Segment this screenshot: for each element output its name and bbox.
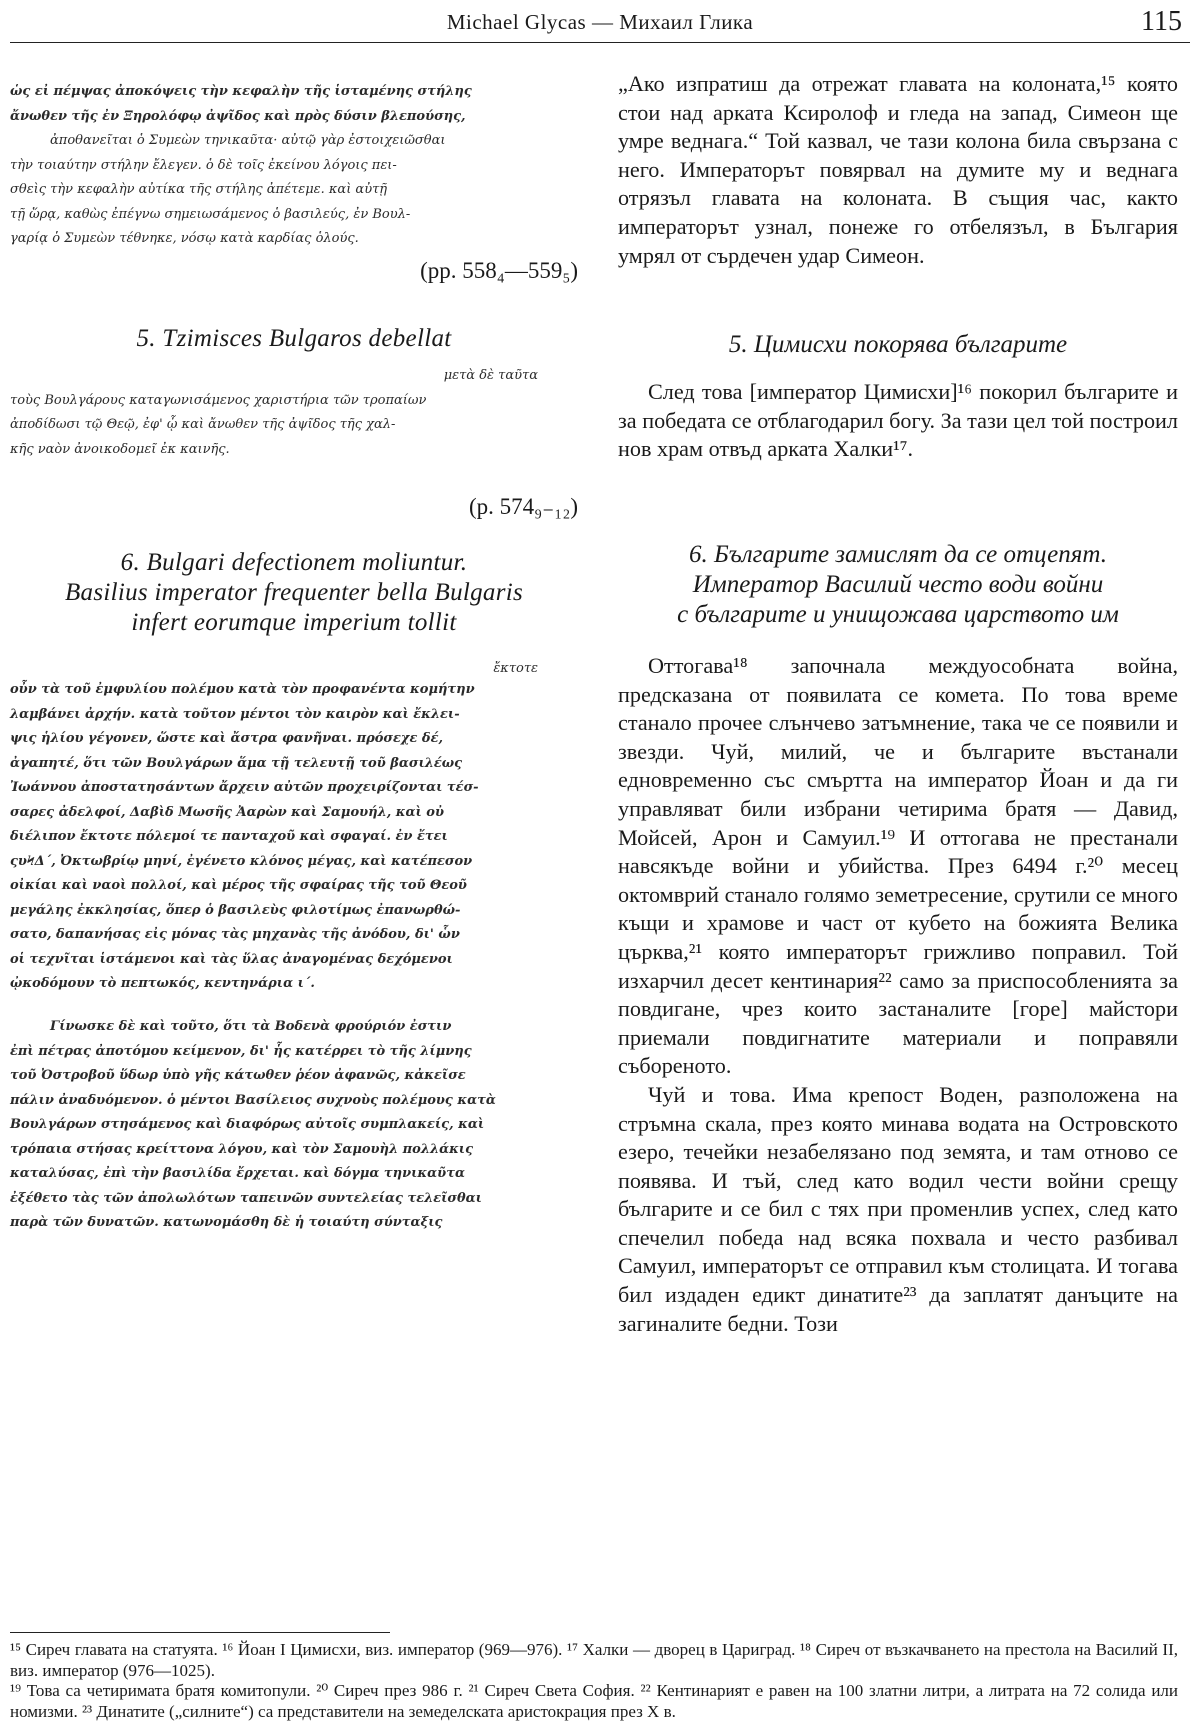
translation-passage-3 [618, 652, 1178, 1338]
greek-passage-4 [10, 1015, 578, 1236]
translation-paragraph: Оттогава¹⁸ започнала междуособната война, предсказана от появилата се комета. По това време станало прочее слънчево затъмнение, така че се появили и звезди. Чуй, милий, че и българите въстанали едновременно със смъртта на император Йоан и да ги управляват били избрани четирима братя — Давид, Мойсей, Арон и Самуил.¹⁹ И оттогава не престанали навсякъде войни и убийства. През 6494 г.²⁰ месец октомврий станало голямо земетресение, срутили се много къщи и храмове и част от кубето на божията Велика църква,²¹ която императорът грижливо поправил. Той изхарчил десет кентинария²² само за приспособленията за повдигане, чрез които застаналите [горе] майстори приемали повдигнатите материали и поправяли събореното. [618, 653, 1178, 1079]
translation-passage-1 [618, 70, 1178, 270]
greek-line: ἐπὶ πέτρας ἀποτόμου κείμενον, δι' ἧς κατέρρει τὸ τῆς λίμνης [10, 1043, 472, 1059]
greek-line: κῆς ναὸν ἀνοικοδομεῖ ἐκ καινῆς. [10, 441, 230, 457]
greek-line: σθεὶς τὴν κεφαλὴν αὐτίκα τῆς στήλης ἀπέτεμε. καὶ αὐτῇ [10, 182, 388, 197]
section-title-bulgarian: 6. Българите замислят да се отцепят. Император Василий често води войни с българите и унищожава царството им [677, 541, 1119, 628]
translation-passage-2 [618, 378, 1178, 464]
greek-line: ψις ἡλίου γέγονεν, ὥστε καὶ ἄστρα φανῆναι. πρόσεχε δέ, [10, 731, 443, 746]
greek-line: τῇ ὥρᾳ, καθὼς ἐπέγνω σημειωσάμενος ὁ βασιλεύς, ἐν Βουλ- [10, 206, 411, 222]
footnote-line: ¹⁵ Сиреч главата на статуята. ¹⁶ Йоан I Цимисхи, виз. император (969—976). ¹⁷ Халки — дворец в Цариград. ¹⁸ Сиреч от възкачването на престола на Василий II, виз. император (976—1025). [10, 1640, 1178, 1680]
greek-line: πάλιν ἀναδυόμενον. ὁ μέντοι Βασίλειος συχνοὺς πολέμους κατὰ [10, 1092, 496, 1108]
greek-note: ἔκτοτε [493, 661, 538, 676]
section-title-bulgarian: 5. Цимисхи покорява българите [728, 331, 1068, 358]
greek-line: τοῦ Ὀστροβοῦ ὕδωρ ὑπὸ γῆς κάτωθεν ῥέον ἀφανῶς, κἀκεῖσε [10, 1068, 466, 1083]
greek-line: οἰκίαι καὶ ναοὶ πολλοί, καὶ μέρος τῆς σφαίρας τῆς τοῦ Θεοῦ [10, 878, 467, 893]
translation-paragraph: След това [император Цимисхи]¹⁶ покорил българите и за победата се отблагодарил богу. За тази цел той построил нов храм отвъд арката Халки¹⁷. [618, 379, 1178, 462]
greek-line: οὖν τὰ τοῦ ἐμφυλίου πολέμου κατὰ τὸν προφανέντα κομήτην [10, 682, 475, 697]
greek-line: τὴν τοιαύτην στήλην ἔλεγεν. ὁ δὲ τοῖς ἐκείνου λόγοις πει- [10, 157, 397, 173]
greek-line: ᾠκοδόμουν τὸ πεπτωκός, κεντηνάρια ι´. [10, 976, 315, 991]
greek-passage-3 [10, 660, 578, 997]
greek-line: διέλιπον ἔκτοτε πόλεμοί τε πανταχοῦ καὶ σφαγαί. ἐν ἔτει [10, 829, 448, 844]
greek-line: Γίνωσκε δὲ καὶ τοῦτο, ὅτι τὰ Βοδενὰ φρούριόν ἐστιν [50, 1019, 452, 1034]
greek-line: τρόπαια στήσας κρείττονα λόγου, καὶ τὸν Σαμουὴλ πολλάκις [10, 1141, 474, 1157]
header-title: Michael Glycas — Михаил Глика [446, 10, 754, 34]
footnote-line: ¹⁹ Това са четиримата братя комитопули. ²⁰ Сиреч през 986 г. ²¹ Сиреч Света София. ²² Кентинарият е равен на 100 златни литри, а литрата на 72 солида или номизми. ²³ Динатите („силните“) са представители на земеделската аристокрация през X в. [10, 1681, 1178, 1721]
translation-paragraph: Чуй и това. Има крепост Воден, разположена на стръмна скала, през която минава водата на Островското езеро, течейки незабелязано под земята, и там отново се появява. И тъй, след като водил чести войни срещу българите и се бил с тях при променлив успех, след като спечелил победа над всяка похвала и често разбивал Самуил, императорът се отправил към столицата. И тогава бил издаден едикт динатите²³ да заплатят данъците на загиналите бедни. Този [618, 1081, 1178, 1336]
greek-line: ἀποθανεῖται ὁ Συμεὼν τηνικαῦτα· αὐτῷ γὰρ ἐστοιχειῶσθαι [50, 133, 446, 148]
greek-line: ἀγαπητέ, ὅτι τῶν Βουλγάρων ἅμα τῇ τελευτῇ τοῦ βασιλέως [10, 755, 463, 771]
footnote-rule [10, 1632, 390, 1633]
translation-paragraph: „Ако изпратиш да отрежат главата на колоната,¹⁵ която стои над арката Ксиролоф и гледа на запад, Симеон ще умре веднага.“ Той казвал, че тази колона била свързана с него. Императорът повярвал на думите му и веднага отрязъл главата на колоната. В същия час, както императорът узнал, понеже го отбелязъл, в България умрял от сърдечен удар Симеон. [618, 71, 1178, 268]
footnotes [10, 1640, 1178, 1722]
greek-line: λαμβάνει ἀρχήν. κατὰ τοῦτον μέντοι τὸν καιρὸν καὶ ἔκλει- [10, 706, 460, 722]
section-title-latin: 6. Bulgari defectionem moliuntur. Basilius imperator frequenter bella Bulgaris infert eorumque imperium tollit [64, 549, 524, 636]
source-reference: (pp. 558₄—559₅) [420, 258, 578, 283]
greek-line: μεγάλης ἐκκλησίας, ὅπερ ὁ βασιλεὺς φιλοτίμως ἐπανωρθώ- [10, 902, 461, 918]
greek-line: ἐξέθετο τὰς τῶν ἀπολωλότων ταπεινῶν συντελείας τελεῖσθαι [10, 1190, 482, 1206]
header-rule [10, 42, 1190, 43]
source-reference: (p. 574₉₋₁₂) [468, 494, 578, 519]
greek-line: οἱ τεχνῖται ἱστάμενοι καὶ τὰς ὕλας ἀναγομένας δεχόμενοι [10, 951, 453, 967]
section-title-latin: 5. Tzimisces Bulgaros debellat [136, 325, 452, 352]
greek-line: Ἰωάννου ἀποστατησάντων ἄρχειν αὐτῶν προχειρίζονται τέσ- [10, 780, 479, 795]
greek-line: σατο, δαπανήσας εἰς μόνας τὰς μηχανὰς τῆς ἀνόδου, δι' ὧν [10, 927, 460, 942]
page-number: 115 [1141, 6, 1182, 37]
greek-line: σαρες ἀδελφοί, Δαβὶδ Μωσῆς Ἀαρὼν καὶ Σαμουήλ, καὶ οὐ [10, 804, 445, 820]
greek-line: ἀποδίδωσι τῷ Θεῷ, ἐφ' ᾧ καὶ ἄνωθεν τῆς ἀψῖδος τῆς χαλ- [10, 417, 396, 432]
greek-line: ὡς εἰ πέμψας ἀποκόψεις τὴν κεφαλὴν τῆς ἱσταμένης στήλης [10, 84, 472, 99]
greek-line: μετὰ δὲ ταῦτα [443, 368, 538, 383]
greek-line: καταλύσας, ἐπὶ τὴν βασιλίδα ἔρχεται. καὶ δόγμα τηνικαῦτα [10, 1166, 465, 1181]
greek-passage-1 [10, 80, 578, 252]
running-header [10, 4, 1190, 38]
greek-line: τοὺς Βουλγάρους καταγωνισάμενος χαριστήρια τῶν τροπαίων [10, 392, 427, 408]
greek-line: Βουλγάρων στησάμενος καὶ διαφόρως αὐτοῖς συμπλακείς, καὶ [10, 1117, 485, 1132]
greek-line: γαρίᾳ ὁ Συμεὼν τέθνηκε, νόσῳ κατὰ καρδίας ὁλούς. [10, 231, 359, 246]
greek-line: παρὰ τῶν δυνατῶν. κατωνομάσθη δὲ ἡ τοιαύτη σύνταξις [10, 1215, 443, 1230]
greek-passage-2 [10, 364, 578, 462]
greek-line: ςυϞΔ´, Ὀκτωβρίῳ μηνί, ἐγένετο κλόνος μέγας, καὶ κατέπεσον [10, 853, 473, 869]
greek-line: ἄνωθεν τῆς ἐν Ξηρολόφῳ ἀψῖδος καὶ πρὸς δύσιν βλεπούσης, [10, 108, 466, 124]
